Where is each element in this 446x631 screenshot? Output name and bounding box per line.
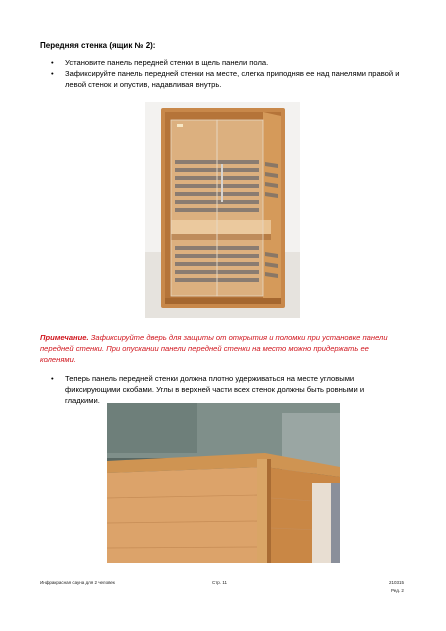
note-label: Примечание.	[40, 333, 89, 342]
section-heading: Передняя стенка (ящик № 2):	[40, 41, 156, 50]
footer-revision: Ред. 2	[391, 588, 404, 593]
corner-joint-photo	[107, 403, 340, 563]
sauna-front-photo	[145, 102, 300, 318]
list-item: • Установите панель передней стенки в щель панели пола.	[40, 57, 400, 68]
list-item: • Зафиксируйте панель передней стенки на месте, слегка приподняв ее над панелями правой и левой стенок и опустив, надавливая внутрь.	[40, 68, 400, 90]
list-item: • Теперь панель передней стенки должна плотно удерживаться на месте угловыми фиксирующими скобами. Углы в верхней части всех стенок должны быть ровными и гладкими.	[40, 373, 400, 406]
footer-page-number: Стр. 11	[212, 580, 227, 585]
footer-left: Инфракрасная сауна для 2 человек	[40, 580, 115, 585]
footer-date: 210315	[389, 580, 405, 585]
note-paragraph	[40, 332, 400, 365]
instruction-list-top	[40, 57, 400, 90]
note-text: Зафиксируйте дверь для защиты от открытия и поломки при установке панели передней стенки. При опускании панели передней стенки на место можно придержать ее коленями.	[40, 333, 388, 364]
instruction-list-bottom	[40, 373, 400, 406]
